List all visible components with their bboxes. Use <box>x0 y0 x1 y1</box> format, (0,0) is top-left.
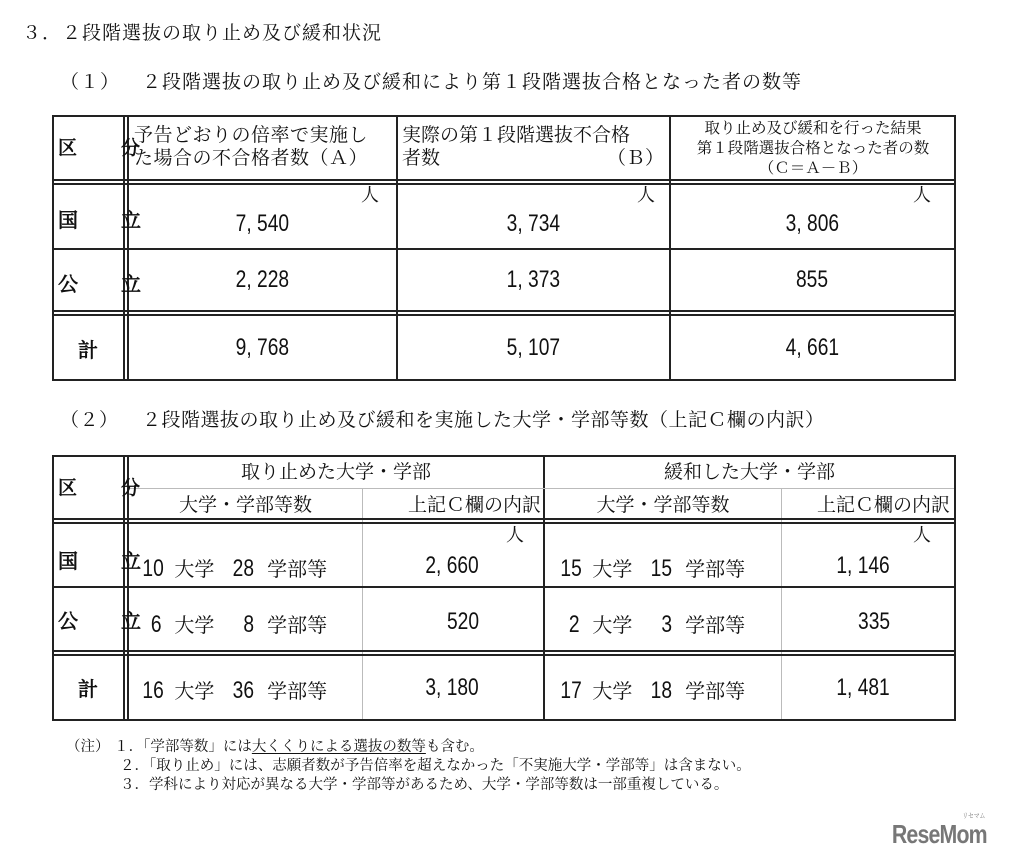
table2-header-group-relaxed: 緩和した大学・学部 <box>663 461 835 483</box>
stopped-people: 2, 660 <box>425 552 479 579</box>
row-label: 国 立 <box>58 208 142 232</box>
relaxed-univ-count: 17 <box>560 677 582 704</box>
value-c: 855 <box>796 266 829 293</box>
table1-header-category: 区 分 <box>58 137 143 159</box>
unit-label: 人 <box>913 525 931 546</box>
stopped-people: 520 <box>446 608 479 635</box>
note-3: ３．学科により対応が異なる大学・学部等があるため、大学・学部等数は一部重複している。 <box>120 777 729 793</box>
value-a: 2, 228 <box>235 266 290 293</box>
value-b: 3, 734 <box>506 210 561 237</box>
table1-header-col-b: 実際の第１段階選抜不合格 者数 （Ｂ） <box>402 124 664 169</box>
unit-label: 人 <box>506 525 524 546</box>
relaxed-people: 1, 146 <box>836 552 890 579</box>
relaxed-faculty-count: 15 <box>650 555 672 582</box>
note-2: ２．「取り止め」には、志願者数が予告倍率を超えなかった「不実施大学・学部等」は含まない。 <box>120 758 751 774</box>
value-a: 7, 540 <box>235 210 290 237</box>
value-c: 4, 661 <box>785 333 840 361</box>
stopped-faculty-count: 36 <box>232 677 254 704</box>
row-label: 国 立 <box>58 549 142 573</box>
relaxed-people: 335 <box>857 608 890 635</box>
table2-header-count: 大学・学部等数 <box>178 494 312 516</box>
value-b: 5, 107 <box>506 333 561 361</box>
section-title: ３．２段階選抜の取り止め及び緩和状況 <box>22 22 383 44</box>
relaxed-people: 1, 481 <box>836 674 890 701</box>
table1-heading <box>60 67 802 94</box>
row-label: 公 立 <box>58 272 142 296</box>
relaxed-univ-count: 15 <box>560 555 582 582</box>
table2-heading-text: ２段階選抜の取り止め及び緩和を実施した大学・学部等数（上記Ｃ欄の内訳） <box>142 409 825 431</box>
relaxed-faculty-count: 18 <box>650 677 672 704</box>
table1-heading-number: （１） <box>60 71 121 93</box>
stopped-people: 3, 180 <box>425 674 479 701</box>
row-label: 計 <box>78 677 98 701</box>
stopped-faculty-count: 28 <box>232 555 254 582</box>
stopped-univ-count: 10 <box>142 555 164 582</box>
unit-label: 人 <box>637 185 655 206</box>
table2-heading <box>60 405 825 432</box>
row-label: 計 <box>78 338 98 362</box>
value-b: 1, 373 <box>506 266 561 293</box>
row-label: 公 立 <box>58 609 142 633</box>
stopped-univ-count: 16 <box>142 677 164 704</box>
table2-header-group-stopped: 取り止めた大学・学部 <box>240 461 431 483</box>
resemom-logo: ReseMom リセマム <box>892 813 987 849</box>
stopped-univ-count: 6 <box>150 611 162 638</box>
table2-header-breakdown: 上記Ｃ欄の内訳 <box>816 494 950 516</box>
relaxed-faculty-count: 3 <box>661 611 672 638</box>
relaxed-univ-count: 2 <box>568 611 580 638</box>
table1-heading-text: ２段階選抜の取り止め及び緩和により第１段階選抜合格となった者の数等 <box>142 71 803 93</box>
stopped-faculty-count: 8 <box>243 611 254 638</box>
table1-header-col-a: 予告どおりの倍率で実施し た場合の不合格者数（Ａ） <box>134 124 369 169</box>
unit-label: 人 <box>361 185 379 206</box>
notes <box>66 738 751 795</box>
value-c: 3, 806 <box>785 210 840 237</box>
note-1: （注） １．「学部等数」には大くくりによる選抜の数等も含む。 <box>66 739 484 755</box>
value-a: 9, 768 <box>235 333 290 361</box>
table2-header-category: 区 分 <box>58 477 143 499</box>
table2-header-count: 大学・学部等数 <box>596 494 730 516</box>
unit-label: 人 <box>913 185 931 206</box>
table2-header-breakdown: 上記Ｃ欄の内訳 <box>407 494 541 516</box>
table1-header-col-c: 取り止め及び緩和を行った結果 第１段階選抜合格となった者の数 （Ｃ＝Ａ－Ｂ） <box>696 119 930 177</box>
table2-heading-number: （２） <box>60 409 119 431</box>
